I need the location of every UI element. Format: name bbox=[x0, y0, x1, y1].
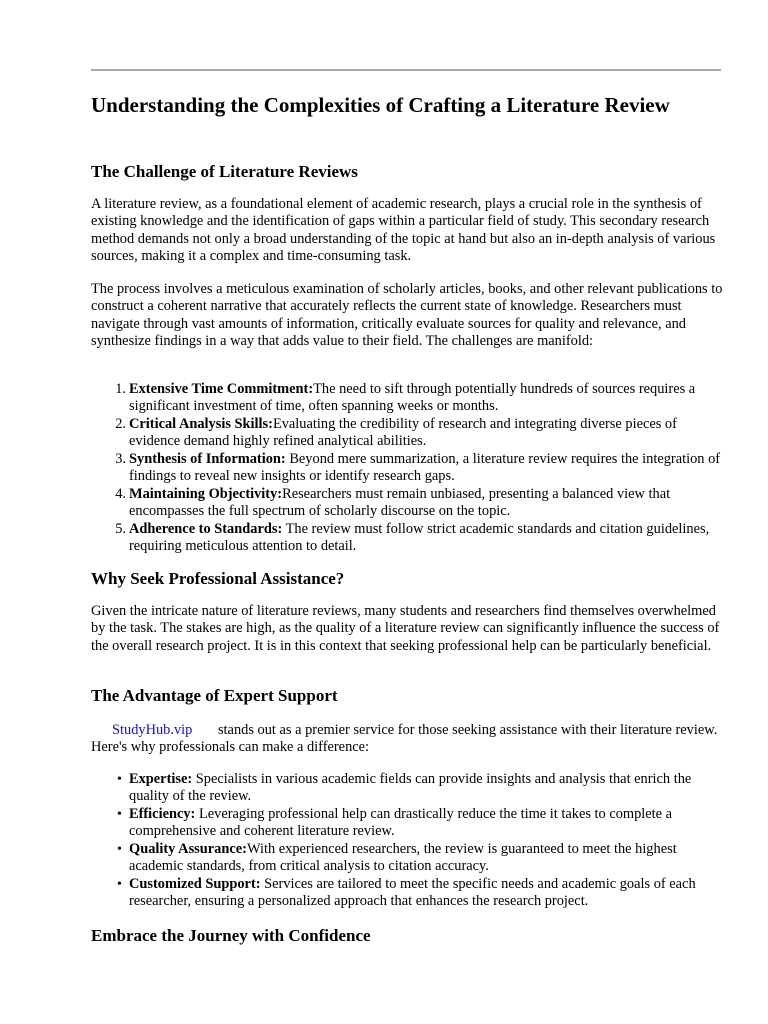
challenges-list bbox=[115, 381, 723, 556]
list-item bbox=[117, 806, 723, 841]
bullet-icon: • bbox=[117, 772, 122, 787]
list-item-text: The need to sift through potentially hundreds of sources requires a significant investment of time, often spanning weeks or months. bbox=[129, 381, 696, 415]
list-item-term: Customized Support: bbox=[129, 876, 261, 892]
paragraph-process: The process involves a meticulous examination of scholarly articles, books, and other relevant publications to construct a coherent narrative that accurately reflects the current state of knowledge. Researchers must navigate through vast amounts of information, critically evaluate sources for quality and relevance, and synthesize findings in a way that adds value to their field. The challenges are manifold: bbox=[91, 281, 723, 350]
section-heading-advantage: The Advantage of Expert Support bbox=[91, 686, 338, 705]
list-item bbox=[115, 451, 723, 486]
list-item-term: Adherence to Standards: bbox=[129, 521, 283, 537]
list-marker: 1. bbox=[115, 381, 126, 397]
bullet-icon: • bbox=[117, 877, 122, 892]
list-item-term: Critical Analysis Skills: bbox=[129, 416, 273, 432]
paragraph-intro: A literature review, as a foundational element of academic research, plays a crucial role in the synthesis of existing knowledge and the identification of gaps within a particular field of study. This secondary research method demands not only a broad understanding of the topic at hand but also an in-depth analysis of various sources, making it a complex and time-consuming task. bbox=[91, 196, 716, 265]
list-marker: 3. bbox=[115, 451, 126, 467]
section-heading-why: Why Seek Professional Assistance? bbox=[91, 569, 345, 588]
paragraph-advantage-intro bbox=[91, 722, 723, 757]
list-item-term: Expertise: bbox=[129, 771, 193, 787]
list-item bbox=[115, 416, 723, 451]
advantage-intro-text: stands out as a premier service for those seeking assistance with their literature review. Here's why professionals can make a difference: bbox=[91, 722, 718, 756]
bullet-icon: • bbox=[117, 842, 122, 857]
list-item bbox=[115, 486, 723, 521]
list-item-text: Researchers must remain unbiased, presenting a balanced view that encompasses the full spectrum of scholarly discourse on the topic. bbox=[129, 486, 671, 520]
list-item-text: Evaluating the credibility of research and integrating diverse pieces of evidence demand highly refined analytical abilities. bbox=[129, 416, 677, 450]
section-heading-challenge: The Challenge of Literature Reviews bbox=[91, 162, 358, 181]
list-item-text: Beyond mere summarization, a literature review requires the integration of findings to reveal new insights or identify research gaps. bbox=[129, 451, 721, 485]
list-item-text: Leveraging professional help can drastically reduce the time it takes to complete a comprehensive and coherent literature review. bbox=[129, 806, 673, 840]
list-item-term: Extensive Time Commitment: bbox=[129, 381, 314, 397]
list-item-term: Efficiency: bbox=[129, 806, 196, 822]
list-marker: 4. bbox=[115, 486, 126, 502]
section-heading-embrace: Embrace the Journey with Confidence bbox=[91, 926, 371, 945]
list-item-text: The review must follow strict academic standards and citation guidelines, requiring meticulous attention to detail. bbox=[129, 521, 710, 555]
list-item bbox=[117, 771, 723, 806]
list-marker: 5. bbox=[115, 521, 126, 537]
list-item-term: Synthesis of Information: bbox=[129, 451, 286, 467]
list-item-text: Specialists in various academic fields can provide insights and analysis that enrich the quality of the review. bbox=[129, 771, 692, 805]
list-item-term: Maintaining Objectivity: bbox=[129, 486, 283, 502]
top-divider bbox=[91, 69, 721, 71]
list-item-text: With experienced researchers, the review is guaranteed to meet the highest academic standards, from critical analysis to citation accuracy. bbox=[129, 841, 677, 875]
advantages-list bbox=[117, 771, 723, 911]
bullet-icon: • bbox=[117, 807, 122, 822]
list-item bbox=[115, 381, 723, 416]
paragraph-why: Given the intricate nature of literature reviews, many students and researchers find themselves overwhelmed by the task. The stakes are high, as the quality of a literature review can significantly influence the success of the overall research project. It is in this context that seeking professional help can be particularly beneficial. bbox=[91, 603, 720, 654]
list-item bbox=[117, 876, 723, 911]
list-item bbox=[117, 841, 723, 876]
page-title: Understanding the Complexities of Crafting a Literature Review bbox=[91, 93, 670, 117]
studyhub-link[interactable]: StudyHub.vip bbox=[112, 722, 193, 738]
list-marker: 2. bbox=[115, 416, 126, 432]
list-item-term: Quality Assurance: bbox=[129, 841, 247, 857]
list-item-text: Services are tailored to meet the specific needs and academic goals of each researcher, ensuring a personalized approach that enhances the research project. bbox=[129, 876, 696, 910]
list-item bbox=[115, 521, 723, 556]
